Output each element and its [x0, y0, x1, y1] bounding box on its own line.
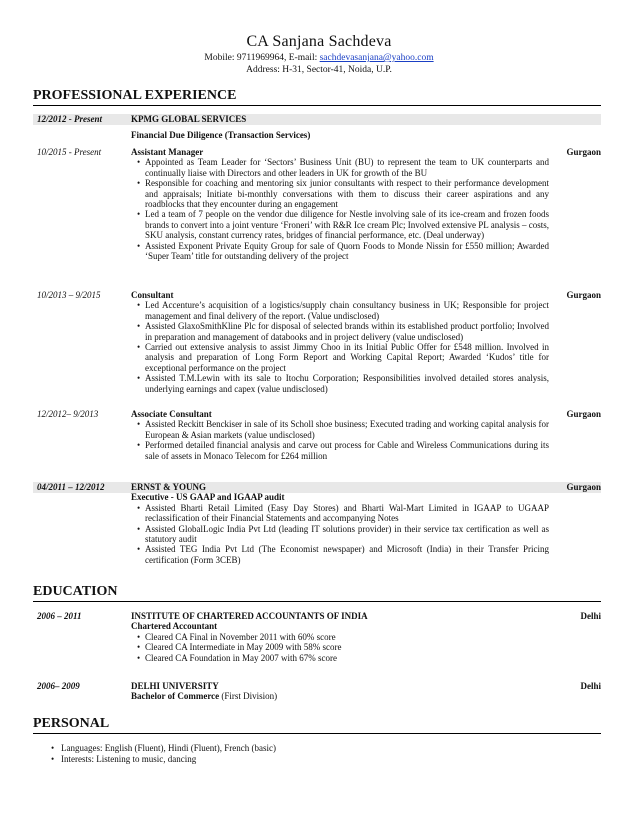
list-item: • Led Accenture’s acquisition of a logistics/supply chain consultancy business in UK; Responsible for project management and final delivery of the report. (Value undisclosed)	[145, 300, 549, 321]
list-item: • Assisted T.M.Lewin with its sale to Itochu Corporation; Responsibilities involved detailed stores analysis, underlying earnings and capex (value undisclosed)	[145, 373, 549, 394]
role-location: Gurgaon	[566, 409, 601, 419]
kpmg-block	[33, 114, 601, 140]
mobile-text: Mobile: 9711969964, E-mail:	[204, 53, 318, 63]
role-date: 12/2012– 9/2013	[37, 409, 99, 419]
ey-title: Executive - US GAAP and IGAAP audit	[131, 492, 285, 503]
role-content	[131, 290, 549, 394]
role-title: Consultant	[131, 290, 174, 300]
education-content	[131, 681, 549, 702]
list-item: • Cleared CA Intermediate in May 2009 with 58% score	[145, 642, 549, 652]
contact-line	[0, 53, 638, 63]
ey-content	[131, 482, 549, 565]
ey-bullets	[131, 503, 549, 565]
role-location: Gurgaon	[566, 147, 601, 157]
role-content	[131, 147, 549, 261]
section-heading-experience: PROFESSIONAL EXPERIENCE	[33, 88, 601, 106]
role-title: Associate Consultant	[131, 409, 212, 419]
education-bullets	[131, 632, 549, 663]
role-bullets	[131, 300, 549, 394]
list-item: • Performed detailed financial analysis and carve out process for Cable and Wireless Communications during its sale of assets in Monaco Telecom for £264 million	[145, 440, 549, 461]
list-item: • Carried out extensive analysis to assist Jimmy Choo in its Initial Public Offer for £548 million. Involved in analysis and preparation of Long Form Report and Working Capital Report; Awarded ‘Kudos’ title for exceptional performance on the project	[145, 342, 549, 373]
list-item: • Assisted TEG India Pvt Ltd (The Economist newspaper) and Microsoft (India) in their Transfer Pricing certification (Form 3CEB)	[145, 544, 549, 565]
education-degree-line	[131, 621, 549, 631]
section-heading-education: EDUCATION	[33, 584, 601, 602]
education-degree-line	[131, 691, 549, 701]
list-item: • Languages: English (Fluent), Hindi (Fluent), French (basic)	[61, 743, 597, 754]
role-content	[131, 409, 549, 461]
education-institution: INSTITUTE OF CHARTERED ACCOUNTANTS OF INDIA	[131, 611, 368, 621]
ey-block	[33, 482, 601, 565]
education-location: Delhi	[580, 681, 601, 691]
list-item: • Interests: Listening to music, dancing	[61, 754, 597, 765]
list-item: • Assisted GlobalLogic India Pvt Ltd (leading IT solutions provider) in their service tax certification as well as statutory audit	[145, 524, 549, 545]
education-date: 2006– 2009	[37, 681, 80, 691]
address-line: Address: H-31, Sector-41, Noida, U.P.	[246, 65, 392, 75]
education-degree-suffix: (First Division)	[219, 691, 278, 702]
kpmg-department: Financial Due Diligence (Transaction Services)	[131, 130, 311, 140]
role-location: Gurgaon	[566, 290, 601, 300]
ey-company: ERNST & YOUNG	[131, 482, 207, 492]
education-date: 2006 – 2011	[37, 611, 82, 621]
list-item: • Responsible for coaching and mentoring six junior consultants with respect to their performance development and appraisals; Initiate bi-monthly conversations with them to discuss their career aspirations and any roadblocks that they encounter during an engagement	[145, 178, 549, 209]
section-heading-personal: PERSONAL	[33, 716, 601, 734]
education-location: Delhi	[580, 611, 601, 621]
ey-location: Gurgaon	[566, 482, 601, 492]
list-item: • Appointed as Team Leader for ‘Sectors’ Business Unit (BU) to represent the team to UK counterparts and continually liaise with Directors and other leaders in UK for growth of the BU	[145, 157, 549, 178]
list-item: • Assisted Bharti Retail Limited (Easy Day Stores) and Bharti Wal-Mart Limited in IGAAP to UGAAP reclassification of their Financial Statements and accompanying Notes	[145, 503, 549, 524]
list-item: • Led a team of 7 people on the vendor due diligence for Nestle involving sale of its ice-cream and frozen foods brands to convert into a joint venture ‘Froneri’ with R&R Ice cream Plc; Involved extensive PL analysis – costs, SKU analysis, constant currency rates, bridges of financial performance, etc. (Deal underway)	[145, 209, 549, 240]
email-link[interactable]: sachdevasanjana@yahoo.com	[319, 53, 434, 63]
role-date: 10/2015 - Present	[37, 147, 102, 157]
ey-date: 04/2011 – 12/2012	[37, 482, 105, 492]
list-item: • Assisted GlaxoSmithKline Plc for disposal of selected brands within its established product portfolio; Involved in preparation and management of databooks and in project delivery (value undisclosed)	[145, 321, 549, 342]
role-bullets	[131, 419, 549, 461]
candidate-name: CA Sanjana Sachdeva	[246, 33, 392, 50]
list-item: • Cleared CA Foundation in May 2007 with 67% score	[145, 653, 549, 663]
education-institution: DELHI UNIVERSITY	[131, 681, 219, 691]
kpmg-company: KPMG GLOBAL SERVICES	[131, 114, 247, 124]
personal-bullets	[37, 743, 597, 765]
list-item: • Assisted Reckitt Benckiser in sale of its Scholl shoe business; Executed trading and working capital analysis for European & Asian markets (value undisclosed)	[145, 419, 549, 440]
personal-block	[37, 743, 597, 765]
list-item: • Assisted Exponent Private Equity Group for sale of Quorn Foods to Monde Nissin for £550 million; Awarded ‘Super Team’ title for outstanding delivery of the project	[145, 241, 549, 262]
education-degree: Bachelor of Commerce	[131, 691, 220, 702]
education-content	[131, 611, 549, 663]
kpmg-date: 12/2012 - Present	[37, 114, 102, 124]
role-date: 10/2013 – 9/2015	[37, 290, 101, 300]
education-degree: Chartered Accountant	[131, 621, 218, 632]
role-title: Assistant Manager	[131, 147, 204, 157]
role-bullets	[131, 157, 549, 261]
list-item: • Cleared CA Final in November 2011 with 60% score	[145, 632, 549, 642]
